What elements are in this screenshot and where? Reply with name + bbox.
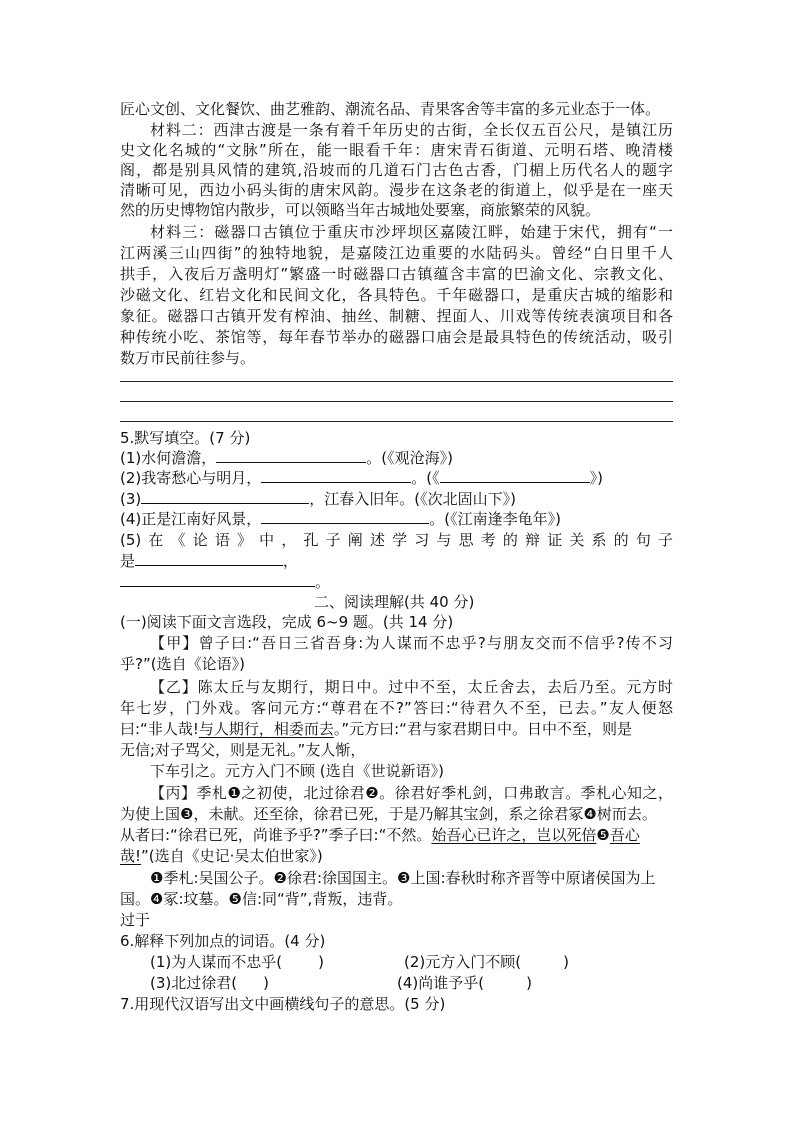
fill-blank[interactable] — [135, 551, 283, 566]
yi-line: 【乙】陈太丘与友期行，期日中。过中不至，太丘舍去，去后乃至。元方时 — [150, 678, 673, 696]
fill-blank[interactable] — [440, 468, 590, 483]
material3-line: 拱手，入夜后万盏明灯”繁盛一时磁器口古镇蕴含丰富的巴渝文化、宗教文化、 — [120, 265, 673, 283]
underlined-sentence: 始吾心已许之，岂以死倍 — [431, 826, 597, 844]
yi-line: 曰:“非人哉!与人期行，相委而去。”元方曰:“君与家君期日中。日中不至，则是 — [120, 720, 632, 738]
yi-line: 无信;对子骂父，则是无礼。”友人惭， — [120, 741, 366, 759]
footnote-marker: ❺ — [596, 826, 610, 844]
material3-line: 象征。磁器口古镇开发有榨油、抽丝、制糖、捏面人、川戏等传统表演项目和各 — [120, 307, 673, 325]
q6-heading: 6.解释下列加点的词语。(4 分) — [120, 932, 326, 950]
footnote-line: 国。❹冢:坟墓。❺信:同“背”,背叛，违背。 — [120, 890, 403, 908]
material3-line: 沙磁文化、红岩文化和民间文化，各具特色。千年磁器口，是重庆古城的缩影和 — [120, 286, 673, 304]
section-heading: 二、阅读理解(共 40 分) — [314, 593, 475, 611]
jia-line: 【甲】曾子曰:“吾日三省吾身:为人谋而不忠乎?与朋友交而不信乎?传不习 — [150, 634, 673, 652]
q5-item-2: (2)我寄愁心与明月， 。(《 》) — [120, 469, 603, 487]
jia-line: 乎?”(选自《论语》) — [120, 655, 245, 673]
fill-blank[interactable] — [261, 468, 411, 483]
material3-line: 江两溪三山四街”的独特地貌，是嘉陵江边重要的水陆码头。曾经“白日里千人 — [120, 244, 673, 262]
stray-text: 过于 — [120, 911, 151, 929]
fill-blank[interactable] — [120, 572, 315, 587]
q6-item-2: (2)元方入门不顾( ) — [404, 953, 569, 971]
q5-item-3: (3) ，江春入旧年。(《次北固山下》) — [120, 490, 516, 508]
bing-line: 从者曰:“徐君已死，尚谁予乎?”季子曰:“不然。始吾心已许之，岂以死倍❺吾心 — [120, 826, 640, 844]
q5-item-5-answer: 。 — [120, 572, 330, 592]
answer-line — [120, 401, 673, 402]
bing-line: 哉!”(选自《史记·吴太伯世家》) — [120, 847, 323, 865]
material3-line: 数万市民前往参与。 — [120, 349, 256, 367]
footnote-line: ❶季札:吴国公子。❷徐君:徐国国主。❸上国:春秋时称齐晋等中原诸侯国为上 — [150, 869, 656, 887]
material1-tail: 匠心文创、文化餐饮、曲艺雅韵、潮流名品、青果客舍等丰富的多元业态于一体。 — [120, 100, 661, 118]
material2-line: 材料二：西津古渡是一条有着千年历史的古街，全长仅五百公尺，是镇江历 — [150, 121, 673, 139]
material2-line: 史文化名城的“文脉”所在，能一眼看千年：唐宋青石街道、元明石塔、晚清楼 — [120, 141, 673, 159]
q5-item-1: (1)水何澹澹， 。(《观沧海》) — [120, 449, 453, 467]
q6-item-3: (3)北过徐君( ) — [150, 974, 269, 992]
q6-item-1: (1)为人谋而不忠乎( ) — [150, 953, 324, 971]
q5-item-4: (4)正是江南好风景， 。(《江南逢李龟年》) — [120, 510, 561, 528]
material2-line: 阁，都是别具风情的建筑,沿坡而的几道石门古色古香，门楣上历代名人的题字 — [120, 161, 673, 179]
bing-line: 【丙】季札❶之初使，北过徐君❷。徐君好季札剑，口弗敢言。季札心知之， — [150, 784, 673, 802]
fill-blank[interactable] — [261, 509, 429, 524]
q6-item-4: (4)尚谁予乎( ) — [397, 974, 532, 992]
yi-line: 年七岁，门外戏。客问元方:“尊君在不?”答曰:“待君久不至，已去。”友人便怒 — [120, 699, 673, 717]
yi-line: 下车引之。元方入门不顾 (选自《世说新语》) — [150, 762, 444, 780]
answer-line — [120, 381, 673, 382]
q5-heading: 5.默写填空。(7 分) — [120, 429, 251, 447]
q5-item-5-answer: 是 ， — [120, 552, 299, 570]
material2-line: 然的历史博物馆内散步，可以领略当年古城地处要塞，商旅繁荣的风貌。 — [120, 201, 601, 219]
fill-blank[interactable] — [216, 448, 366, 463]
material2-line: 清晰可见，西边小码头街的唐宋风韵。漫步在这条老的街道上，似乎是在一座天 — [120, 181, 673, 199]
bing-line: 为使上国❸，未献。还至徐，徐君已死，于是乃解其宝剑，系之徐君冢❹树而去。 — [120, 805, 657, 823]
underlined-sentence: 与人期行，相委而去 — [198, 720, 334, 738]
q7-heading: 7.用现代汉语写出文中画横线句子的意思。(5 分) — [120, 995, 446, 1013]
answer-line — [120, 421, 673, 422]
subsection-heading: (一)阅读下面文言选段，完成 6~9 题。(共 14 分) — [120, 613, 454, 631]
material3-line: 种传统小吃、茶馆等，每年春节举办的磁器口庙会是最具特色的传统活动，吸引 — [120, 328, 673, 346]
material3-line: 材料三：磁器口古镇位于重庆市沙坪坝区嘉陵江畔，始建于宋代，拥有“一 — [150, 223, 673, 241]
q5-item-5: (5)在《论语》中，孔子阐述学习与思考的辩证关系的句子 — [120, 531, 673, 549]
fill-blank[interactable] — [141, 489, 309, 504]
